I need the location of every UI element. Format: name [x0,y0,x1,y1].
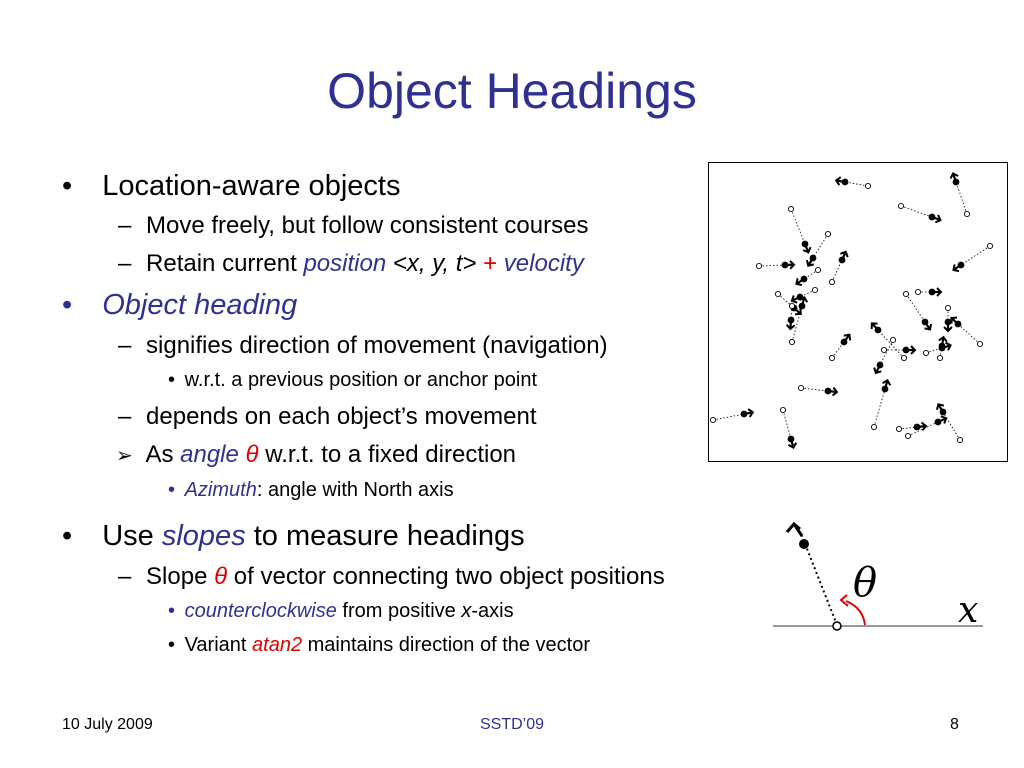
bullet-dot-icon: • [168,479,176,501]
sub-sub-bullet-3-1-1-post: -axis [471,600,514,622]
footer-date: 10 July 2009 [62,716,153,733]
anchor-circle-icon [915,289,920,294]
anchor-circle-icon [775,291,780,296]
anchor-circle-icon [789,339,794,344]
dash-icon: – [118,250,132,277]
sub-sub-bullet-2-1-1-text: w.r.t. a previous position or anchor point [184,369,537,391]
anchor-circle-icon [815,267,820,272]
bullet-3-post: to measure headings [245,520,525,552]
anchor-circle-icon [896,426,901,431]
footer-page-number: 8 [950,716,959,733]
sub-sub-bullet-3-1-2 [168,634,590,657]
sub-bullet-2-3 [116,441,516,469]
anchor-circle-icon [780,407,785,412]
anchor-circle-icon [871,424,876,429]
arrow-bullet-icon: ➢ [116,445,133,467]
anchor-circle-icon [798,385,803,390]
sub-bullet-2-3-post: w.r.t. to a fixed direction [258,441,517,468]
bullet-3 [62,520,525,553]
sub-sub-bullet-3-1-1 [168,600,514,623]
bullet-dot-icon: • [168,369,176,391]
sub-bullet-3-1-post: of vector connecting two object positions [227,563,665,590]
x-term: x [461,600,472,622]
sub-bullet-3-1-pre: Slope [146,563,215,590]
sub-bullet-3-1 [118,563,665,591]
dash-icon: – [118,212,132,239]
anchor-circle-icon [903,291,908,296]
theta-symbol: θ [214,563,228,590]
atan-term: atan2 [252,634,303,656]
anchor-circle-icon [905,433,910,438]
anchor-circle-icon [812,287,817,292]
x-axis-label: x [958,590,979,631]
anchor-circle-icon [825,231,830,236]
sub-sub-bullet-2-3-1 [168,479,454,502]
anchor-circle-icon [945,305,950,310]
slide-title: Object Headings [327,63,697,119]
anchor-circle-icon [901,355,906,360]
anchor-circle-icon [890,337,895,342]
position-term: position [303,250,387,277]
sub-sub-bullet-3-1-2-pre: Variant [184,634,253,656]
sub-bullet-2-3-pre: As [145,441,181,468]
footer-conference: SSTD’09 [479,716,545,733]
sub-bullet-1-1 [118,212,588,240]
counterclockwise-term: counterclockwise [184,600,337,622]
sub-bullet-1-2-pre: Retain current [146,250,304,277]
dash-icon: – [118,403,132,430]
anchor-circle-icon [923,350,928,355]
anchor-circle-icon [937,355,942,360]
anchor-circle-icon [957,437,962,442]
anchor-circle-icon [829,355,834,360]
bullet-dot-icon: • [62,289,73,321]
plus-sign: + [476,250,504,277]
object-dot [799,539,809,549]
bullet-dot-icon: • [168,634,176,656]
angle-term: angle [180,441,239,468]
sub-sub-bullet-3-1-2-post: maintains direction of the vector [302,634,591,656]
sub-bullet-2-2 [118,403,537,431]
bullet-dot-icon: • [62,520,73,552]
sub-bullet-1-1-text: Move freely, but follow consistent courses [146,212,589,239]
anchor-circle-icon [964,211,969,216]
sub-sub-bullet-2-3-1-post: : angle with North axis [256,479,454,501]
sub-bullet-2-2-text: depends on each object’s movement [146,403,537,430]
anchor-circle-icon [710,417,715,422]
anchor-circle-icon [898,203,903,208]
theta-label: θ [853,560,878,606]
anchor-circle-icon [833,622,841,630]
object-movement-diagram [708,162,1008,462]
sub-sub-bullet-3-1-1-mid: from positive [336,600,462,622]
slopes-term: slopes [161,520,246,552]
dash-icon: – [118,563,132,590]
anchor-circle-icon [829,279,834,284]
anchor-circle-icon [977,341,982,346]
bullet-1 [62,170,400,203]
anchor-circle-icon [788,206,793,211]
vector-line [802,536,837,625]
anchor-circle-icon [789,303,794,308]
slope-diagram [768,512,988,642]
bullet-dot-icon: • [168,600,176,622]
theta-symbol: θ [245,441,259,468]
bullet-1-text: Location-aware objects [102,170,401,202]
bullet-dot-icon: • [62,170,73,202]
velocity-term: velocity [503,250,584,277]
dash-icon: – [118,332,132,359]
sub-bullet-2-1 [118,332,608,360]
sub-bullet-2-1-text: signifies direction of movement (navigation) [146,332,608,359]
diagram-frame [709,163,1008,462]
bullet-2-text: Object heading [102,289,298,321]
xyt-term: <x, y, t> [386,250,477,277]
anchor-circle-icon [987,243,992,248]
bullet-2 [62,289,297,322]
azimuth-term: Azimuth [184,479,257,501]
sub-bullet-1-2 [118,250,584,278]
bullet-3-pre: Use [102,520,162,552]
sub-sub-bullet-2-1-1 [168,369,537,392]
anchor-circle-icon [881,347,886,352]
anchor-circle-icon [865,183,870,188]
anchor-circle-icon [756,263,761,268]
